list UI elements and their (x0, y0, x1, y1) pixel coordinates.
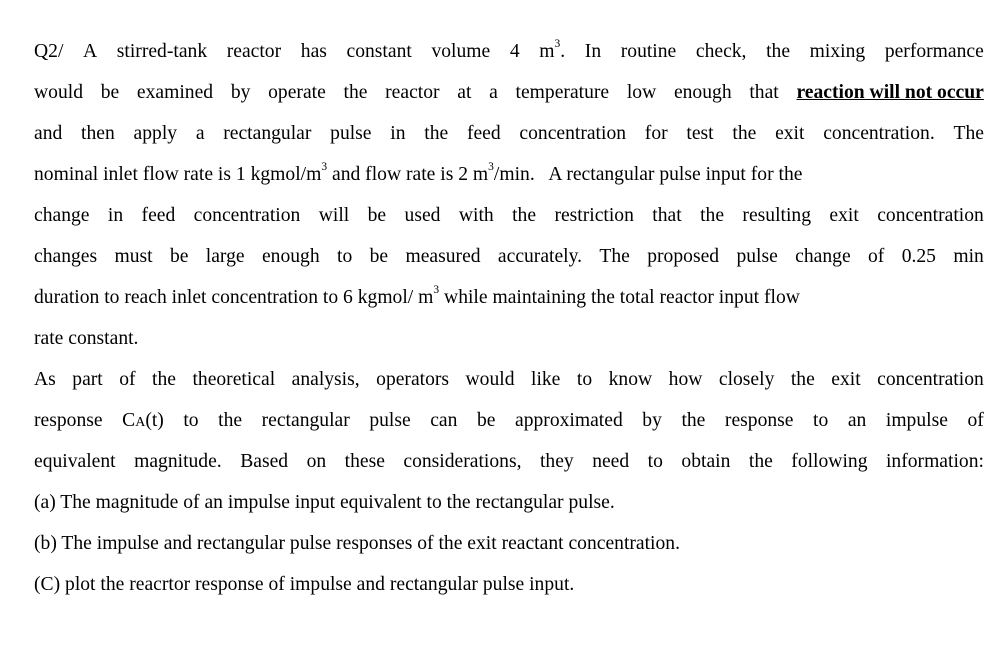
superscript: 3 (554, 38, 561, 51)
word: the (681, 410, 706, 431)
word: magnitude. (134, 451, 222, 472)
word: pulse (736, 246, 778, 267)
word: to (183, 410, 199, 431)
word: low (626, 82, 657, 103)
word: be (476, 410, 496, 431)
word: has (300, 41, 327, 62)
word: approximated (515, 410, 623, 431)
word: min (953, 246, 984, 267)
word: exit (831, 369, 861, 390)
word: A (83, 41, 98, 62)
word: information: (885, 451, 984, 472)
item-c-text: (C) plot the reacrtor response of impulse and rectangular pulse input. (34, 574, 575, 595)
word: at (457, 82, 472, 103)
word: exit (775, 123, 805, 144)
word: check, (695, 41, 747, 62)
p1-line-7 (34, 283, 984, 324)
word: by (642, 410, 662, 431)
word: must (114, 246, 153, 267)
text-run: nominal inlet flow rate is 1 kgmol/m (34, 164, 322, 185)
word: a (489, 82, 498, 103)
word: to (337, 246, 353, 267)
word: equivalent (34, 451, 116, 472)
word: exit (829, 205, 859, 226)
item-a-text: (a) The magnitude of an impulse input equivalent to the rectangular pulse. (34, 492, 615, 513)
word: to (576, 369, 593, 390)
word: In (584, 41, 602, 62)
word: for (644, 123, 668, 144)
word: that (652, 205, 682, 226)
word: resulting (742, 205, 811, 226)
word: the (343, 82, 368, 103)
p1-line-6 (34, 242, 984, 283)
word: enough (261, 246, 320, 267)
symbol-subscript: A (135, 415, 146, 430)
word: The (953, 123, 984, 144)
word: the (748, 451, 773, 472)
word: like (531, 369, 561, 390)
word: concentration. (823, 123, 935, 144)
superscript: 3 (433, 284, 440, 297)
word: mixing (809, 41, 866, 62)
word: the (152, 369, 176, 390)
word: feed (466, 123, 501, 144)
word: response (34, 410, 103, 431)
word: rectangular (223, 123, 312, 144)
p2-line-3 (34, 447, 984, 488)
word: concentration (877, 369, 984, 390)
word: impulse (885, 410, 948, 431)
word: volume (431, 41, 491, 62)
word: they (539, 451, 574, 472)
word: constant (346, 41, 412, 62)
word: by (230, 82, 251, 103)
word: measured (405, 246, 481, 267)
word: of (967, 410, 984, 431)
word: the (766, 41, 791, 62)
word: stirred-tank (116, 41, 208, 62)
text-run: and flow rate is 2 m (327, 164, 489, 185)
word: be (367, 205, 387, 226)
superscript: 3 (321, 161, 328, 174)
text-run: while maintaining the total reactor input flow (439, 287, 800, 308)
word: proposed (647, 246, 720, 267)
word: how (668, 369, 703, 390)
item-a (34, 488, 984, 529)
word: of (868, 246, 885, 267)
p1-line-1 (34, 37, 984, 78)
word: test (686, 123, 714, 144)
word: then (81, 123, 115, 144)
word: to (647, 451, 663, 472)
word: reactor (385, 82, 440, 103)
word: and (34, 123, 63, 144)
word: in (107, 205, 124, 226)
word: change (795, 246, 851, 267)
item-c (34, 570, 984, 611)
word: in (390, 123, 406, 144)
word: concentration (519, 123, 627, 144)
word: 4 (509, 41, 520, 62)
text-run: /min. A rectangular pulse input for the (493, 164, 803, 185)
word: that (749, 82, 779, 103)
p1-line-5 (34, 201, 984, 242)
word: Based (240, 451, 289, 472)
superscript: 3 (488, 161, 494, 174)
volume-unit (539, 37, 565, 78)
word: the (424, 123, 449, 144)
word: the (790, 369, 815, 390)
word: be (369, 246, 389, 267)
unit-text: m (539, 41, 555, 62)
word: response (724, 410, 794, 431)
word: operate (268, 82, 326, 103)
word: will (318, 205, 350, 226)
word: temperature (515, 82, 610, 103)
word: apply (133, 123, 178, 144)
word: on (306, 451, 327, 472)
word: enough (673, 82, 732, 103)
word: know (608, 369, 653, 390)
word: large (205, 246, 245, 267)
word: following (791, 451, 868, 472)
word: pulse (369, 410, 411, 431)
item-b (34, 529, 984, 570)
word: feed (141, 205, 176, 226)
word: Q2/ (34, 41, 64, 62)
word: part (72, 369, 103, 390)
word: a (195, 123, 205, 144)
text-run: duration to reach inlet concentration to 6 kgmol/ m (34, 287, 434, 308)
item-b-text: (b) The impulse and rectangular pulse responses of the exit reactant concentration. (34, 533, 680, 554)
symbol-c: C (122, 410, 136, 431)
word: reactor (226, 41, 282, 62)
question-document (34, 37, 984, 611)
word: the (732, 123, 757, 144)
word: As (34, 369, 56, 390)
word: routine (620, 41, 677, 62)
word: concentration (193, 205, 301, 226)
word: would (465, 369, 515, 390)
word: be (169, 246, 189, 267)
word: these (344, 451, 385, 472)
word: The (599, 246, 630, 267)
word: rectangular (261, 410, 350, 431)
word: used (404, 205, 441, 226)
word: be (100, 82, 120, 103)
word: obtain (681, 451, 731, 472)
p1-line-8 (34, 324, 984, 365)
p1-line-2 (34, 78, 984, 119)
p2-line-2 (34, 406, 984, 447)
word: operators (376, 369, 450, 390)
symbol-t: (t) (145, 410, 164, 431)
word: considerations, (403, 451, 522, 472)
period: . (560, 41, 566, 62)
word: closely (718, 369, 775, 390)
word: analysis, (291, 369, 360, 390)
concentration-symbol (122, 406, 164, 447)
word: the (218, 410, 243, 431)
word: 0.25 (901, 246, 936, 267)
word: pulse (330, 123, 372, 144)
emphasized-text: reaction will not occur (796, 82, 984, 103)
word: theoretical (192, 369, 276, 390)
word: would (34, 82, 83, 103)
word: the (700, 205, 725, 226)
word: an (847, 410, 867, 431)
word: concentration (877, 205, 984, 226)
p1-line-4 (34, 160, 984, 201)
p1-line-3 (34, 119, 984, 160)
text-run: rate constant. (34, 328, 139, 349)
word: examined (136, 82, 214, 103)
word: to (813, 410, 829, 431)
word: can (430, 410, 458, 431)
word: restriction (554, 205, 634, 226)
word: with (458, 205, 494, 226)
word: change (34, 205, 90, 226)
word: changes (34, 246, 98, 267)
word: accurately. (497, 246, 583, 267)
word: performance (884, 41, 984, 62)
p2-line-1 (34, 365, 984, 406)
word: of (119, 369, 136, 390)
word: need (592, 451, 630, 472)
word: the (512, 205, 537, 226)
